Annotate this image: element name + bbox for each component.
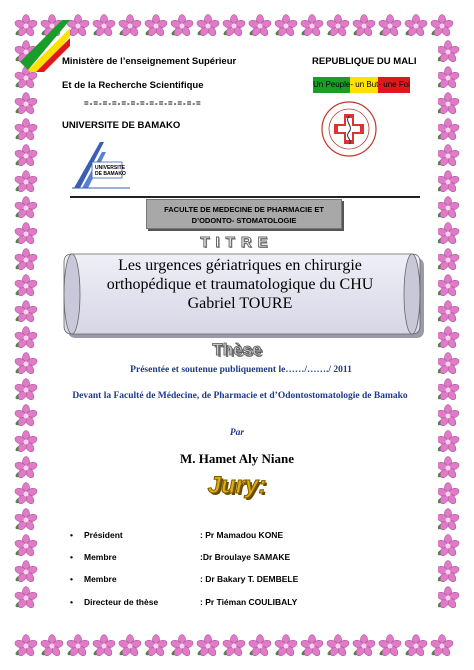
jury-row-president [70,530,390,544]
jury-name: :Dr Broulaye SAMAKE [200,552,291,562]
national-motto [313,77,417,93]
flower-icon [170,634,194,658]
presentation-date: Présentée et soutenue publiquement le……/……./ 2011 [130,365,352,375]
flower-icon [436,118,460,142]
faculty-box-line1: FACULTE DE MEDECINE DE PHARMACIE ET [164,205,324,214]
faculty-box-line2: D’ODONTO- STOMATOLOGIE [191,216,297,225]
jury-wordart: Jury: [207,472,267,499]
author-name: M. Hamet Aly Niane [179,451,295,466]
republic-label: REPUBLIQUE DU MALI [312,56,417,67]
flower-icon [436,586,460,610]
ministry-line1: Ministère de l’enseignement Supérieur [62,56,237,67]
flower-icon [14,634,38,658]
flower-icon [196,14,220,38]
flower-icon [144,634,168,658]
flower-icon [378,14,402,38]
flower-icon [14,144,38,168]
flower-icon [436,378,460,402]
flower-icon [404,634,428,658]
flower-icon [430,14,454,38]
flower-icon [14,378,38,402]
jury-role: Directeur de thèse [84,597,159,607]
flower-icon [436,352,460,376]
flower-icon [436,144,460,168]
flower-icon [430,634,454,658]
flower-icon [436,326,460,350]
faculty-box [146,199,342,229]
flower-icon [14,456,38,480]
flower-icon [14,508,38,532]
university-logo-icon [70,138,132,190]
flower-icon [436,560,460,584]
university-logo-text-line1: UNIVERSITE [95,165,126,171]
flower-icon [14,118,38,142]
flower-icon [436,482,460,506]
flower-icon [14,170,38,194]
flower-icon [436,66,460,90]
flower-icon [222,14,246,38]
flower-icon [436,40,460,64]
flower-icon [436,92,460,116]
ministry-line2: Et de la Recherche Scientifique [62,80,204,91]
jury-name: : Pr Mamadou KONE [200,530,284,540]
jury-name: : Dr Bakary T. DEMBELE [200,574,299,584]
decorative-dots: =-=-=-=-=-=-=-=-=-=-=-=-= [84,99,202,108]
jury-row-member2 [70,574,390,588]
flower-icon [352,634,376,658]
bullet-icon: • [70,530,73,540]
flower-icon [14,586,38,610]
flower-icon [14,222,38,246]
motto-part-1: Un Peuple [313,77,350,93]
motto-part-3: - une Foi [378,77,410,93]
flower-icon [436,456,460,480]
bullet-icon: • [70,597,73,607]
titre-wordart: TITRE [200,234,274,251]
par-label: Par [229,428,245,438]
flower-icon [92,634,116,658]
flower-icon [14,352,38,376]
jury-role: Membre [84,574,117,584]
faculty-seal-icon [320,100,378,158]
flower-icon [14,560,38,584]
flower-icon [326,14,350,38]
flower-icon [222,634,246,658]
flower-icon [14,248,38,272]
flower-icon [14,430,38,454]
flower-icon [378,634,402,658]
flower-icon [436,300,460,324]
these-wordart: Thèse [212,340,262,359]
university-logo-text-line2: DE BAMAKO [95,171,126,177]
flower-icon [300,14,324,38]
flower-icon [14,404,38,428]
flower-icon [436,222,460,246]
flower-icon [118,634,142,658]
flower-icon [274,14,298,38]
flower-icon [274,634,298,658]
jury-role: Membre [84,552,117,562]
bullet-icon: • [70,574,73,584]
flower-icon [14,300,38,324]
header-divider [70,196,420,198]
flower-icon [436,170,460,194]
flower-icon [436,430,460,454]
flower-icon [144,14,168,38]
flower-icon [40,634,64,658]
bullet-icon: • [70,552,73,562]
flower-icon [14,326,38,350]
flower-icon [436,534,460,558]
university-logo-text [95,165,126,177]
flower-icon [66,634,90,658]
flower-icon [300,634,324,658]
flower-icon [404,14,428,38]
flower-icon [196,634,220,658]
motto-part-2: - un But [350,77,378,93]
flower-icon [352,14,376,38]
flower-icon [326,634,350,658]
jury-row-director [70,597,390,611]
flower-icon [436,508,460,532]
flower-icon [248,634,272,658]
flower-icon [118,14,142,38]
flower-icon [436,248,460,272]
thesis-title: Les urgences gériatriques en chirurgie orthopédique et traumatologique du CHU Gabriel TOURE [106,257,374,312]
flower-icon [248,14,272,38]
jury-role: Président [84,530,123,540]
flower-icon [14,92,38,116]
flower-icon [436,196,460,220]
flower-icon [92,14,116,38]
flower-icon [14,196,38,220]
flower-icon [170,14,194,38]
flower-icon [14,534,38,558]
flower-icon [436,404,460,428]
university-name: UNIVERSITE DE BAMAKO [62,120,181,131]
flower-icon [14,482,38,506]
faculty-before: Devant la Faculté de Médecine, de Pharmacie et d’Odontostomatologie de Bamako [72,391,408,401]
jury-name: : Pr Tiéman COULIBALY [200,597,298,607]
jury-row-member1 [70,552,390,566]
flower-icon [14,274,38,298]
flower-icon [436,274,460,298]
